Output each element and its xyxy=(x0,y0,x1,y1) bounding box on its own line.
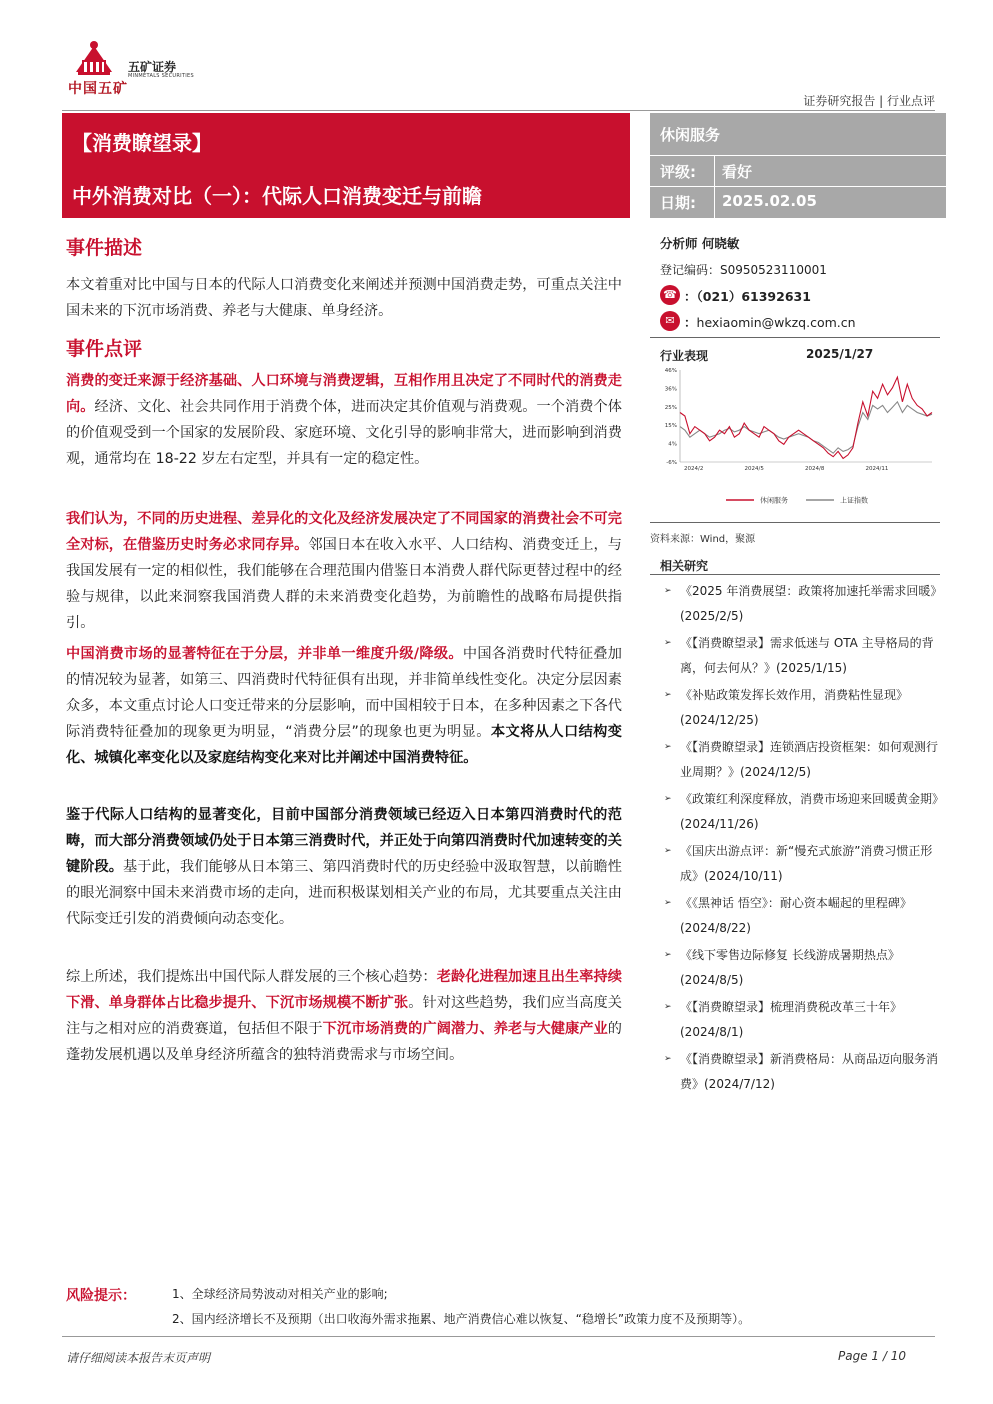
paragraph-1 xyxy=(66,368,622,472)
event-description-text: 本文着重对比中国与日本的代际人口消费变化来阐述并预测中国消费走势，可重点关注中国未来的下沉市场消费、养老与大健康、单身经济。 xyxy=(66,277,622,319)
chart-title: 行业表现 xyxy=(660,349,709,363)
series-line xyxy=(680,402,932,453)
paragraph-5-highlight-2: 下沉市场消费的广阔潜力、养老与大健康产业 xyxy=(322,1021,608,1037)
footer-divider xyxy=(62,1336,935,1337)
x-tick-label: 2024/8 xyxy=(805,466,825,472)
series-line xyxy=(680,377,932,458)
paragraph-5-mid: 。针对这些趋势，我们应当高度关注与之相对应的消费赛道，包括但不限于 xyxy=(66,995,622,1037)
paragraph-4 xyxy=(66,802,622,932)
arrow-icon: ➢ xyxy=(664,846,672,856)
arrow-icon: ➢ xyxy=(664,742,672,752)
paragraph-1-body: 经济、文化、社会共同作用于消费个体，进而决定其价值观与消费观。一个消费个体的价值观受到一个国家的发展阶段、家庭环境、文化引导的影响非常大，进而影响到消费观，通常均在 18-22 岁左右定型，并具有一定的稳定性。 xyxy=(66,399,622,467)
related-item-label: 《国庆出游点评：新“慢充式旅游”消费习惯正形成》(2024/10/11) xyxy=(680,844,933,883)
footer-disclaimer: 请仔细阅读本报告末页声明 xyxy=(66,1351,211,1365)
chart-top-divider xyxy=(650,337,940,338)
paragraph-2-highlight: 我们认为，不同的历史进程、差异化的文化及经济发展决定了不同国家的消费社会不可完全对标，在借鉴历史时务必求同存异。 xyxy=(66,511,622,553)
phone-icon: ☎ xyxy=(660,285,680,305)
related-research-title: 相关研究 xyxy=(660,559,709,573)
email-icon: ✉ xyxy=(660,311,680,331)
arrow-icon: ➢ xyxy=(664,690,672,700)
arrow-icon: ➢ xyxy=(664,638,672,648)
related-item-label: 《政策红利深度释放，消费市场迎来回暖黄金期》(2024/11/26) xyxy=(680,792,945,831)
list-item[interactable] xyxy=(664,995,944,1045)
analyst-name: 分析师 何晓敏 xyxy=(660,236,740,251)
paragraph-5 xyxy=(66,964,622,1068)
list-item[interactable] xyxy=(664,579,944,629)
paragraph-5-highlight-1: 老龄化进程加速且出生率持续下滑、单身群体占比稳步提升、下沉市场规模不断扩张 xyxy=(66,969,622,1011)
arrow-icon: ➢ xyxy=(664,898,672,908)
paragraph-5-end: 的蓬勃发展机遇以及单身经济所蕴含的独特消费需求与市场空间。 xyxy=(66,1021,622,1063)
y-tick-label: 25% xyxy=(664,404,677,411)
list-item[interactable] xyxy=(664,891,944,941)
paragraph-4-body: 基于此，我们能够从日本第三、第四消费时代的历史经验中汲取智慧，以前瞻性的眼光洞察中国未来消费市场的走向，进而积极谋划相关产业的布局，尤其要重点关注由代际变迁引发的消费倾向动态变化。 xyxy=(66,859,622,927)
chart-bottom-divider xyxy=(650,522,940,523)
arrow-icon: ➢ xyxy=(664,1002,672,1012)
date-divider xyxy=(650,186,946,187)
risk-label: 风险提示： xyxy=(66,1288,136,1304)
brand-name: 五矿证券 xyxy=(128,60,177,74)
legend-label: 休闲服务 xyxy=(760,496,788,505)
list-item[interactable] xyxy=(664,943,944,993)
related-research-divider xyxy=(650,574,940,575)
logo-text: 中国五矿 xyxy=(68,81,128,97)
chart-date: 2025/1/27 xyxy=(806,347,874,361)
related-item-label: 《【消费瞭望录】需求低迷与 OTA 主导格局的背离，何去何从？》(2025/1/15) xyxy=(680,636,934,675)
page-title: 中外消费对比（一）：代际人口消费变迁与前瞻 xyxy=(72,184,482,208)
list-item[interactable] xyxy=(664,1047,944,1097)
rating-vertical-divider xyxy=(714,156,715,218)
page-number: Page 1 / 10 xyxy=(838,1349,906,1363)
rating-value: 看好 xyxy=(722,163,753,181)
header-divider xyxy=(62,110,935,111)
arrow-icon: ➢ xyxy=(664,950,672,960)
rating-divider xyxy=(650,155,946,156)
analyst-email[interactable]: hexiaomin@wkzq.com.cn xyxy=(696,315,856,330)
industry-name: 休闲服务 xyxy=(660,126,721,144)
list-item[interactable] xyxy=(664,839,944,889)
paragraph-2 xyxy=(66,506,622,636)
related-item-label: 《【消费瞭望录】梳理消费税改革三十年》(2024/8/1) xyxy=(680,1000,903,1039)
paragraph-3-bold: 本文将从人口结构变化、城镇化率变化以及家庭结构变化来对比并阐述中国消费特征。 xyxy=(66,724,622,766)
analyst-registration: 登记编码：S0950523110001 xyxy=(660,263,827,277)
paragraph-5-intro: 综上所述，我们提炼出中国代际人群发展的三个核心趋势： xyxy=(66,969,437,985)
event-description-title: 事件描述 xyxy=(66,237,143,259)
series-title: 【消费瞭望录】 xyxy=(72,131,212,155)
arrow-icon: ➢ xyxy=(664,1054,672,1064)
arrow-icon: ➢ xyxy=(664,586,672,596)
paragraph-3-body: 中国各消费时代特征叠加的情况较为显著，如第三、四消费时代特征俱有出现，并非简单线性变化。决定分层因素众多，本文重点讨论人口变迁带来的分层影响，而中国相较于日本，在多种因素之下各代际消费特征叠加的现象更为明显，“消费分层”的现象也更为明显。 xyxy=(66,646,622,740)
legend-label: 上证指数 xyxy=(840,496,868,505)
email-colon: ： xyxy=(684,315,697,330)
paragraph-3 xyxy=(66,641,622,771)
paragraph-2-body: 邻国日本在收入水平、人口结构、消费变迁上，与我国发展有一定的相似性，我们能够在合理范围内借鉴日本消费人群代际更替过程中的经验与规律，以此来洞察我国消费人群的未来消费变化趋势，为前瞻性的战略布局提供指引。 xyxy=(66,537,622,631)
chart-source: 资料来源：Wind，聚源 xyxy=(650,534,756,545)
analyst-email-line xyxy=(684,313,856,331)
event-comment-title: 事件点评 xyxy=(66,338,143,360)
related-item-label: 《补贴政策发挥长效作用，消费粘性显现》(2024/12/25) xyxy=(680,688,909,727)
arrow-icon: ➢ xyxy=(664,794,672,804)
date-label: 日期: xyxy=(660,194,696,212)
list-item[interactable] xyxy=(664,735,944,785)
paragraph-3-highlight: 中国消费市场的显著特征在于分层，并非单一维度升级/降级。 xyxy=(66,646,463,662)
risk-item-1: 1、全球经济局势波动对相关产业的影响; xyxy=(172,1287,388,1301)
y-tick-label: 46% xyxy=(664,368,677,374)
list-item[interactable] xyxy=(664,683,944,733)
list-item[interactable] xyxy=(664,631,944,681)
brand-name-en: MINMETALS SECURITIES xyxy=(128,73,194,79)
paragraph-4-bold: 鉴于代际人口结构的显著变化，目前中国部分消费领域已经迈入日本第四消费时代的范畴，而大部分消费领域仍处于日本第三消费时代，并正处于向第四消费时代加速转变的关键阶段。 xyxy=(66,807,622,875)
x-tick-label: 2024/5 xyxy=(744,466,764,472)
x-tick-label: 2024/11 xyxy=(865,466,889,472)
risk-item-2: 2、国内经济增长不及预期（出口收海外需求拖累、地产消费信心难以恢复、“稳增长”政策力度不及预期等）。 xyxy=(172,1312,751,1326)
related-item-label: 《《黑神话 悟空》：耐心资本崛起的里程碑》(2024/8/22) xyxy=(680,896,912,935)
y-tick-label: -6% xyxy=(666,460,677,466)
paragraph-1-highlight: 消费的变迁来源于经济基础、人口环境与消费逻辑，互相作用且决定了不同时代的消费走向。 xyxy=(66,373,622,415)
related-item-label: 《【消费瞭望录】连锁酒店投资框架：如何观测行业周期？》(2024/12/5) xyxy=(680,740,939,779)
list-item[interactable] xyxy=(664,787,944,837)
date-value: 2025.02.05 xyxy=(722,192,817,210)
rating-label: 评级: xyxy=(660,163,696,181)
y-tick-label: 4% xyxy=(668,441,677,448)
industry-performance-chart xyxy=(650,362,942,522)
report-type: 证券研究报告 | 行业点评 xyxy=(803,94,935,108)
related-item-label: 《【消费瞭望录】新消费格局：从商品迈向服务消费》(2024/7/12) xyxy=(680,1052,939,1091)
x-tick-label: 2024/2 xyxy=(684,466,704,472)
company-logo-icon xyxy=(72,38,116,76)
related-item-label: 《线下零售边际修复 长线游成暑期热点》(2024/8/5) xyxy=(680,948,900,987)
related-research-list xyxy=(664,579,944,1099)
y-tick-label: 15% xyxy=(664,423,677,430)
y-tick-label: 36% xyxy=(664,386,677,393)
related-item-label: 《2025 年消费展望：政策将加速托举需求回暖》(2025/2/5) xyxy=(680,584,943,623)
analyst-phone: ：（021）61392631 xyxy=(684,289,811,304)
